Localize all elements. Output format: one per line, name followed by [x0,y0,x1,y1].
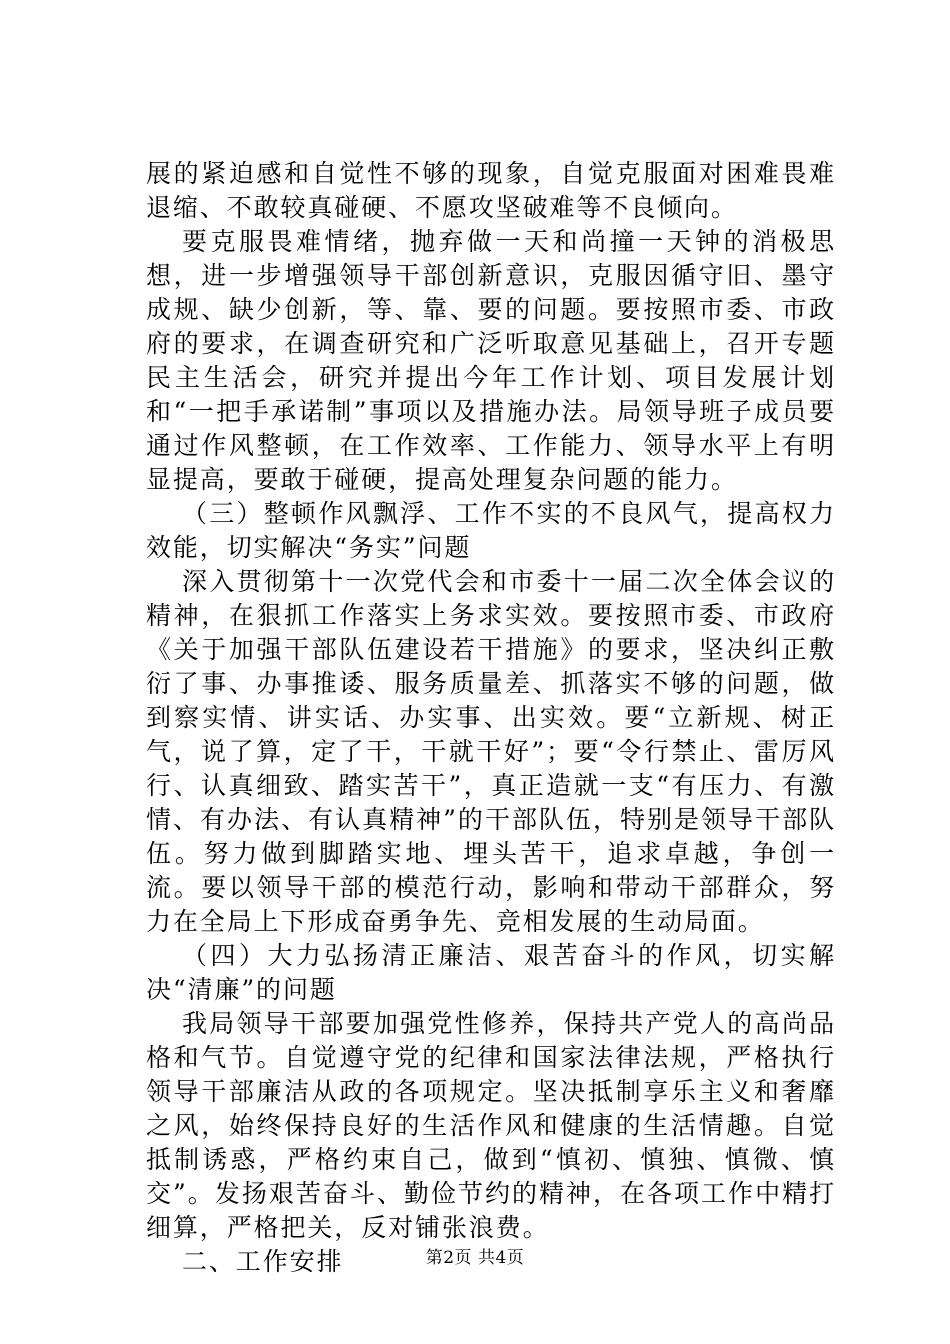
paragraph-overcome-fear: 要克服畏难情绪，抛弃做一天和尚撞一天钟的消极思想，进一步增强领导干部创新意识，克服因循守旧、墨守成规、缺少创新，等、靠、要的问题。要按照市委、市政府的要求，在调查研究和广泛听取意见基础上，召开专题民主生活会，研究并提出今年工作计划、项目发展计划和“一把手承诺制”事项以及措施办法。局领导班子成员要通过作风整顿，在工作效率、工作能力、领导水平上有明显提高，要敢于碰硬，提高处理复杂问题的能力。 [146,227,836,494]
document-body [146,157,836,1279]
paragraph-integrity: 我局领导干部要加强党性修养，保持共产党人的高尚品格和气节。自觉遵守党的纪律和国家法律法规，严格执行领导干部廉洁从政的各项规定。坚决抵制享乐主义和奢靡之风，始终保持良好的生活作风和健康的生活情趣。自觉抵制诱惑，严格约束自己，做到“慎初、慎独、慎微、慎交”。发扬艰苦奋斗、勤俭节约的精神，在各项工作中精打细算，严格把关，反对铺张浪费。 [146,1009,836,1242]
paragraph-practical: 深入贯彻第十一次党代会和市委十一届二次全体会议的精神，在狠抓工作落实上务求实效。要按照市委、市政府《关于加强干部队伍建设若干措施》的要求，坚决纠正敷衍了事、办事推诿、服务质量差、抓落实不够的问题，做到察实情、讲实话、办实事、出实效。要“立新规、树正气，说了算，定了干，干就干好”；要“令行禁止、雷厉风行、认真细致、踏实苦干”，真正造就一支“有压力、有激情、有办法、有认真精神”的干部队伍，特别是领导干部队伍。努力做到脚踏实地、埋头苦干，追求卓越，争创一流。要以领导干部的模范行动，影响和带动干部群众，努力在全局上下形成奋勇争先、竞相发展的生动局面。 [146,567,836,936]
section-heading-work-arrangement: 二、工作安排 [182,1247,344,1276]
section-heading-3: （三）整顿作风飘浮、工作不实的不良风气，提高权力效能，切实解决“务实”问题 [146,499,836,562]
paragraph-continuation: 展的紧迫感和自觉性不够的现象，自觉克服面对困难畏难退缩、不敢较真碰硬、不愿攻坚破难等不良倾向。 [146,159,836,222]
section-heading-4: （四）大力弘扬清正廉洁、艰苦奋斗的作风，切实解决“清廉”的问题 [146,941,836,1004]
page-number-footer: 第2页 共4页 [425,1248,525,1268]
